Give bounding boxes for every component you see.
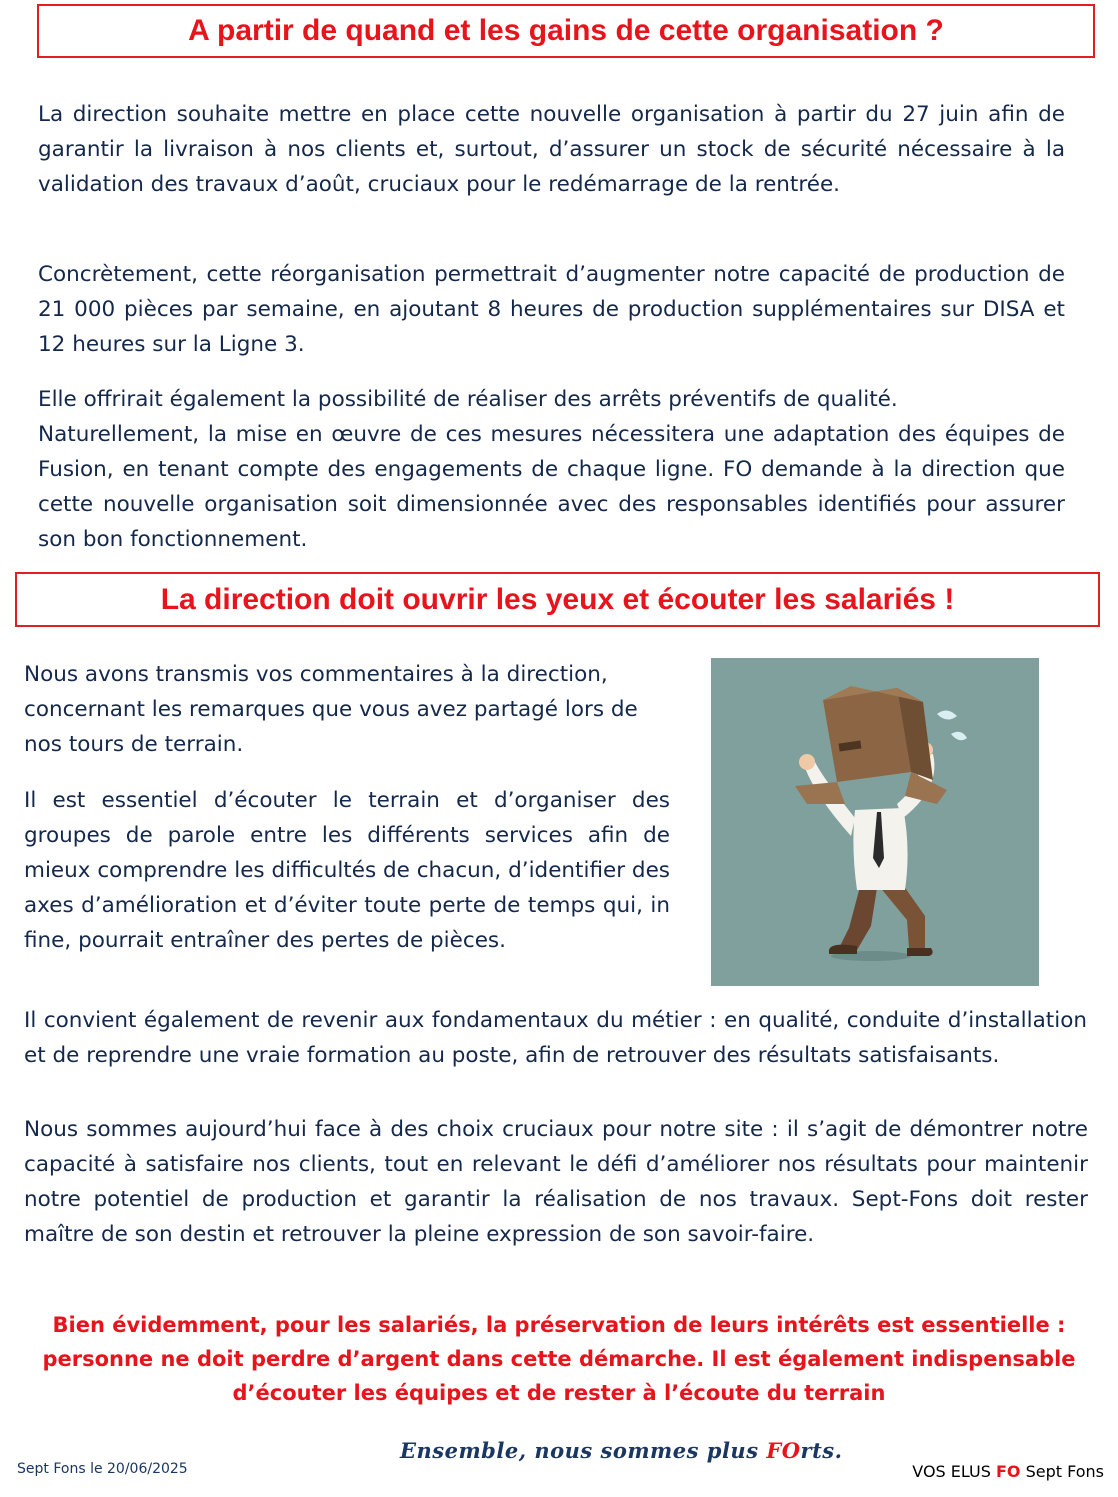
section2-title: La direction doit ouvrir les yeux et écouter les salariés ! xyxy=(15,572,1100,627)
section1-paragraph-2: Concrètement, cette réorganisation permettrait d’augmenter notre capacité de production de 21 000 pièces par semaine, en ajoutant 8 heures de production supplémentaires sur DISA et 12 heures sur la Ligne 3. xyxy=(38,262,1065,357)
footer-date: Sept Fons le 20/06/2025 xyxy=(17,1461,188,1477)
section1-paragraph-1: La direction souhaite mettre en place cette nouvelle organisation à partir du 27 juin afin de garantir la livraison à nos clients et, surtout, d’assurer un stock de sécurité nécessaire à la validation des travaux d’août, cruciaux pour le redémarrage de la rentrée. xyxy=(38,102,1065,197)
footer-slogan xyxy=(400,1438,842,1463)
person-box-head-illustration xyxy=(711,658,1039,986)
footer-signature xyxy=(912,1462,1104,1481)
signature-fo: FO xyxy=(995,1462,1021,1481)
section2-paragraph-3: Il convient également de revenir aux fondamentaux du métier : en qualité, conduite d’installation et de reprendre une vraie formation au poste, afin de retrouver des résultats satisfaisants. xyxy=(24,1008,1087,1068)
slogan-fo: FO xyxy=(766,1438,801,1463)
section2-paragraph-4: Nous sommes aujourd’hui face à des choix cruciaux pour notre site : il s’agit de démontrer notre capacité à satisfaire nos clients, tout en relevant le défi d’améliorer nos résultats pour maintenir notre potentiel de production et garantir la réalisation de nos travaux. Sept-Fons doit rester maître de son destin et retrouver la pleine expression de son savoir-faire. xyxy=(24,1117,1088,1247)
closing-statement: Bien évidemment, pour les salariés, la préservation de leurs intérêts est essentielle : personne ne doit perdre d’argent dans cette démarche. Il est également indispensable d’écouter les équipes et de rester à l’écoute du terrain xyxy=(42,1313,1076,1405)
section2-paragraph-2: Il est essentiel d’écouter le terrain et d’organiser des groupes de parole entre les différents services afin de mieux comprendre les difficultés de chacun, d’identifier des axes d’amélioration et d’éviter toute perte de temps qui, in fine, pourrait entraîner des pertes de pièces. xyxy=(24,788,670,953)
signature-prefix: VOS ELUS xyxy=(912,1462,996,1481)
section1-paragraph-3: Elle offrirait également la possibilité de réaliser des arrêts préventifs de qualité. xyxy=(38,387,898,412)
slogan-prefix: Ensemble, nous sommes plus xyxy=(400,1438,767,1463)
section2-paragraph-1: Nous avons transmis vos commentaires à la direction, concernant les remarques que vous avez partagé lors de nos tours de terrain. xyxy=(24,662,638,757)
slogan-suffix: rts. xyxy=(800,1438,843,1463)
section1-paragraph-4: Naturellement, la mise en œuvre de ces mesures nécessitera une adaptation des équipes de Fusion, en tenant compte des engagements de chaque ligne. FO demande à la direction que cette nouvelle organisation soit dimensionnée avec des responsables identifiés pour assurer son bon fonctionnement. xyxy=(38,422,1065,552)
signature-suffix: Sept Fons xyxy=(1020,1462,1104,1481)
section1-title: A partir de quand et les gains de cette organisation ? xyxy=(37,4,1095,58)
